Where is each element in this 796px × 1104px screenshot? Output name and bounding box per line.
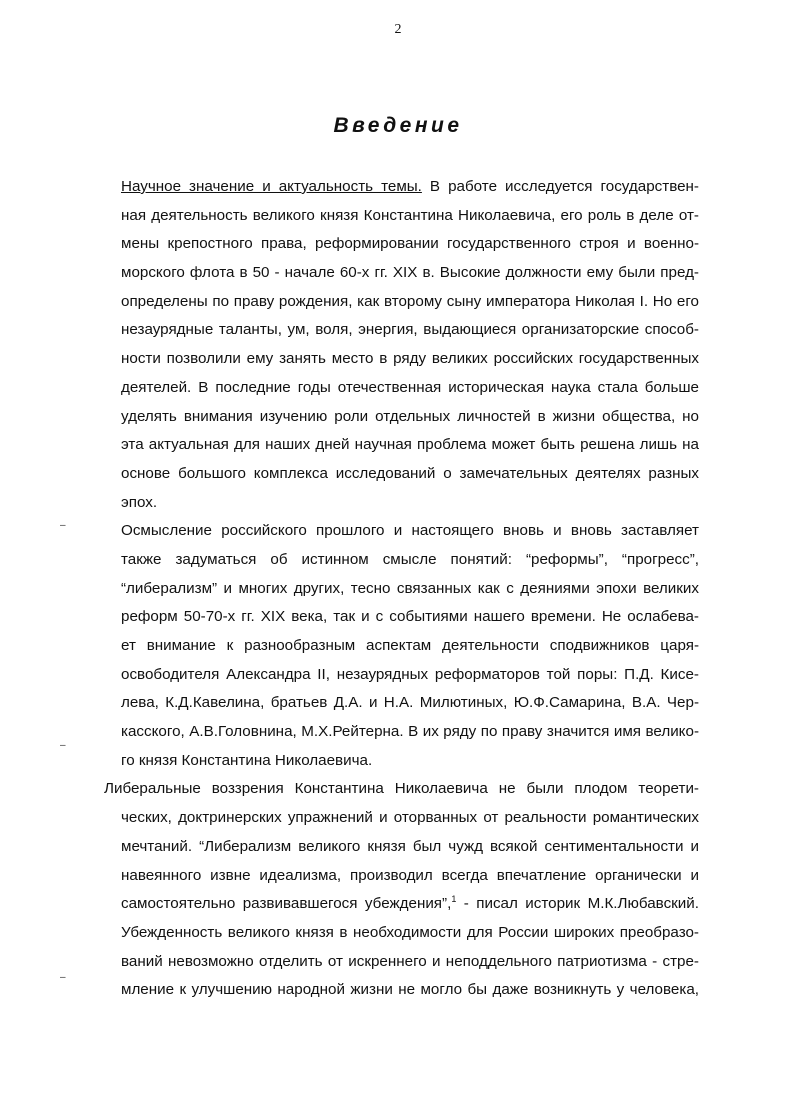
text-span: морского флота в 50 - начале 60-х гг. XIX в. Высокие должности ему были пред- [121, 264, 699, 282]
text-span: мены крепостного права, реформировании государственного строя и военно- [121, 235, 699, 253]
text-line [121, 632, 699, 661]
text-span: “либерализм” и многих других, тесно связанных как с деяниями эпохи великих [121, 579, 699, 597]
text-span: также задуматься об истинном смысле понятий: “реформы”, “прогресс”, [121, 550, 699, 568]
text-span: самостоятельно развивавшегося убеждения”, [121, 895, 452, 913]
text-line [121, 173, 699, 202]
text-line [121, 517, 699, 546]
margin-mark: – [60, 520, 66, 531]
text-line [121, 919, 699, 948]
text-line [121, 259, 699, 288]
text-line [121, 718, 699, 747]
text-line [121, 345, 699, 374]
text-span: касского, А.В.Головнина, М.Х.Рейтерна. В их ряду по праву значится имя велико- [121, 723, 699, 741]
text-line [121, 661, 699, 690]
text-span: го князя Константина Николаевича. [121, 751, 373, 769]
text-span: мление к улучшению народной жизни не могло бы даже возникнуть у человека, [121, 981, 699, 999]
text-span: ваний невозможно отделить от искреннего и неподдельного патриотизма - стре- [121, 952, 699, 970]
text-span: определены по праву рождения, как второму сыну императора Николая I. Но его [121, 292, 699, 310]
text-span: Убежденность великого князя в необходимости для России широких преобразо- [121, 923, 699, 941]
text-line [121, 546, 699, 575]
body-text [104, 173, 699, 1005]
text-line [121, 316, 699, 345]
text-span: Научное значение и актуальность темы. [121, 178, 422, 195]
text-span: реформ 50-70-х гг. XIX века, так и с событиями нашего времени. Не ослабева- [121, 608, 699, 626]
text-line [121, 890, 699, 919]
text-span: Либеральные воззрения Константина Николаевича не были плодом теорети- [104, 780, 699, 798]
text-line [121, 489, 699, 518]
text-span: ности позволили ему занять место в ряду великих российских государственных [121, 350, 699, 368]
text-line [121, 603, 699, 632]
text-span: освободителя Александра II, незаурядных реформаторов той поры: П.Д. Кисе- [121, 665, 699, 683]
section-heading: Введение [333, 114, 463, 137]
text-span: незаурядные таланты, ум, воля, энергия, выдающиеся организаторские способ- [121, 321, 699, 339]
text-line [121, 804, 699, 833]
text-line [121, 374, 699, 403]
text-span: - писал историк М.К.Любавский. [456, 895, 699, 913]
text-span: мечтаний. “Либерализм великого князя был чужд всякой сентиментальности и [121, 837, 699, 855]
text-span: В работе исследуется государствен- [421, 178, 699, 195]
text-line [121, 202, 699, 231]
text-line [121, 288, 699, 317]
margin-mark: – [60, 740, 66, 751]
text-line [121, 833, 699, 862]
text-line [121, 230, 699, 259]
text-line [121, 948, 699, 977]
text-span: эпох. [121, 493, 158, 511]
text-line [121, 431, 699, 460]
text-line [121, 460, 699, 489]
text-line [104, 775, 699, 804]
text-line [121, 403, 699, 432]
text-span: деятелей. В последние годы отечественная историческая наука стала больше [121, 378, 699, 396]
footnote-ref: 1 [451, 894, 457, 905]
text-span: Осмысление российского прошлого и настоящего вновь и вновь заставляет [121, 522, 699, 540]
text-line [121, 747, 699, 776]
margin-mark: – [60, 972, 66, 983]
text-span: эта актуальная для наших дней научная проблема может быть решена лишь на [121, 436, 699, 454]
text-span: лева, К.Д.Кавелина, братьев Д.А. и Н.А. Милютиных, Ю.Ф.Самарина, В.А. Чер- [121, 694, 699, 712]
page-number: 2 [394, 22, 402, 37]
text-line [121, 689, 699, 718]
text-span: уделять внимания изучению роли отдельных личностей в жизни общества, но [121, 407, 699, 425]
text-span: навеянного извне идеализма, производил всегда впечатление органически и [121, 866, 699, 884]
text-line [121, 976, 699, 1005]
text-span: ческих, доктринерских упражнений и оторванных от реальности романтических [121, 809, 699, 827]
text-span: ная деятельность великого князя Константина Николаевича, его роль в деле от- [121, 206, 699, 224]
text-line [121, 575, 699, 604]
text-line [121, 862, 699, 891]
text-span: ет внимание к разнообразным аспектам деятельности сподвижников царя- [121, 637, 699, 654]
text-span: основе большого комплекса исследований о замечательных деятелях разных [121, 464, 699, 482]
